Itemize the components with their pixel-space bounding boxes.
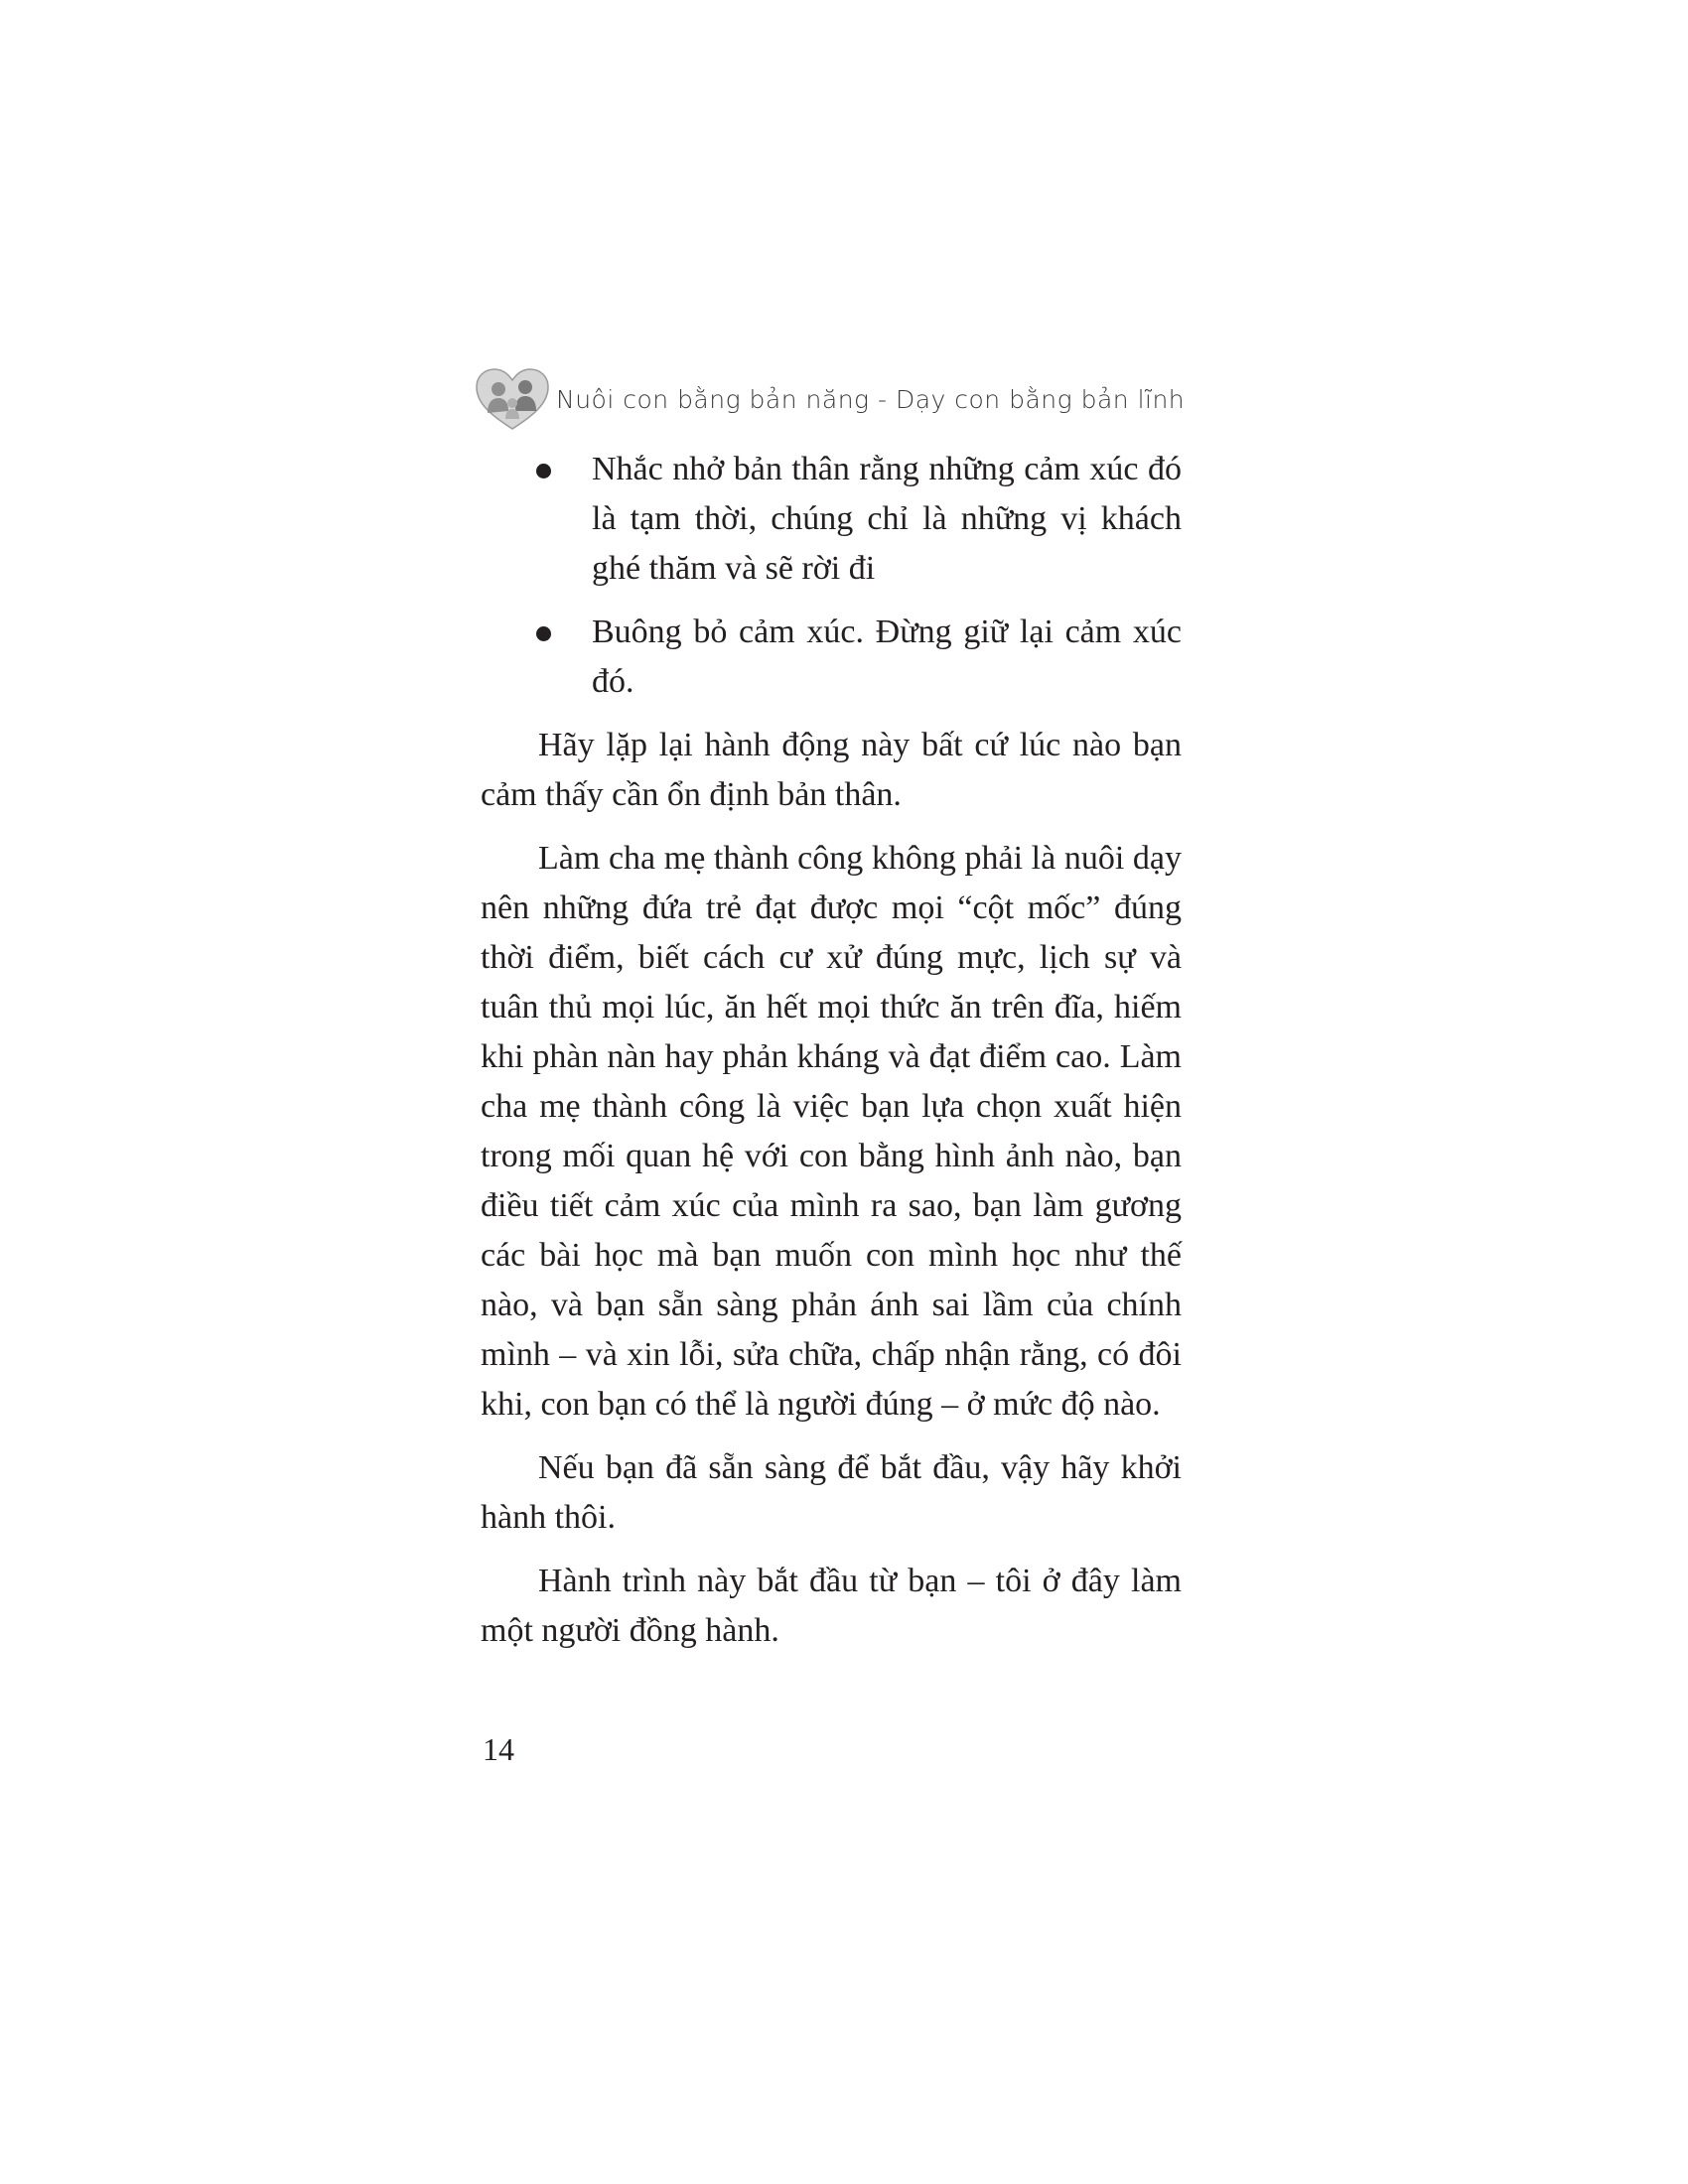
family-heart-icon bbox=[475, 367, 550, 433]
paragraph: Hành trình này bắt đầu từ bạn – tôi ở đây làm một người đồng hành. bbox=[481, 1563, 1182, 1649]
bullet-dot-icon bbox=[536, 626, 551, 641]
body-text bbox=[481, 445, 1182, 1670]
paragraph: Nếu bạn đã sẵn sàng để bắt đầu, vậy hãy khởi hành thôi. bbox=[481, 1449, 1182, 1536]
page-number: 14 bbox=[483, 1731, 514, 1767]
bullet-list bbox=[481, 445, 1182, 707]
running-title: Nuôi con bằng bản năng - Dạy con bằng bản lĩnh bbox=[556, 385, 1186, 414]
bullet-text: Nhắc nhở bản thân rằng những cảm xúc đó là tạm thời, chúng chỉ là những vị khách ghé thăm và sẽ rời đi bbox=[592, 451, 1182, 587]
bullet-text: Buông bỏ cảm xúc. Đừng giữ lại cảm xúc đó. bbox=[592, 614, 1182, 700]
bullet-dot-icon bbox=[536, 464, 551, 478]
running-header bbox=[475, 367, 1229, 435]
paragraph: Hãy lặp lại hành động này bất cứ lúc nào bạn cảm thấy cần ổn định bản thân. bbox=[481, 727, 1182, 813]
bullet-item bbox=[481, 608, 1182, 707]
bullet-item bbox=[481, 445, 1182, 594]
paragraph: Làm cha mẹ thành công không phải là nuôi dạy nên những đứa trẻ đạt được mọi “cột mốc” đúng thời điểm, biết cách cư xử đúng mực, lịch sự và tuân thủ mọi lúc, ăn hết mọi thức ăn trên đĩa, hiếm khi phàn nàn hay phản kháng và đạt điểm cao. Làm cha mẹ thành công là việc bạn lựa chọn xuất hiện trong mối quan hệ với con bằng hình ảnh nào, bạn điều tiết cảm xúc của mình ra sao, bạn làm gương các bài học mà bạn muốn con mình học như thế nào, và bạn sẵn sàng phản ánh sai lầm của chính mình – và xin lỗi, sửa chữa, chấp nhận rằng, có đôi khi, con bạn có thể là người đúng – ở mức độ nào. bbox=[481, 840, 1182, 1423]
